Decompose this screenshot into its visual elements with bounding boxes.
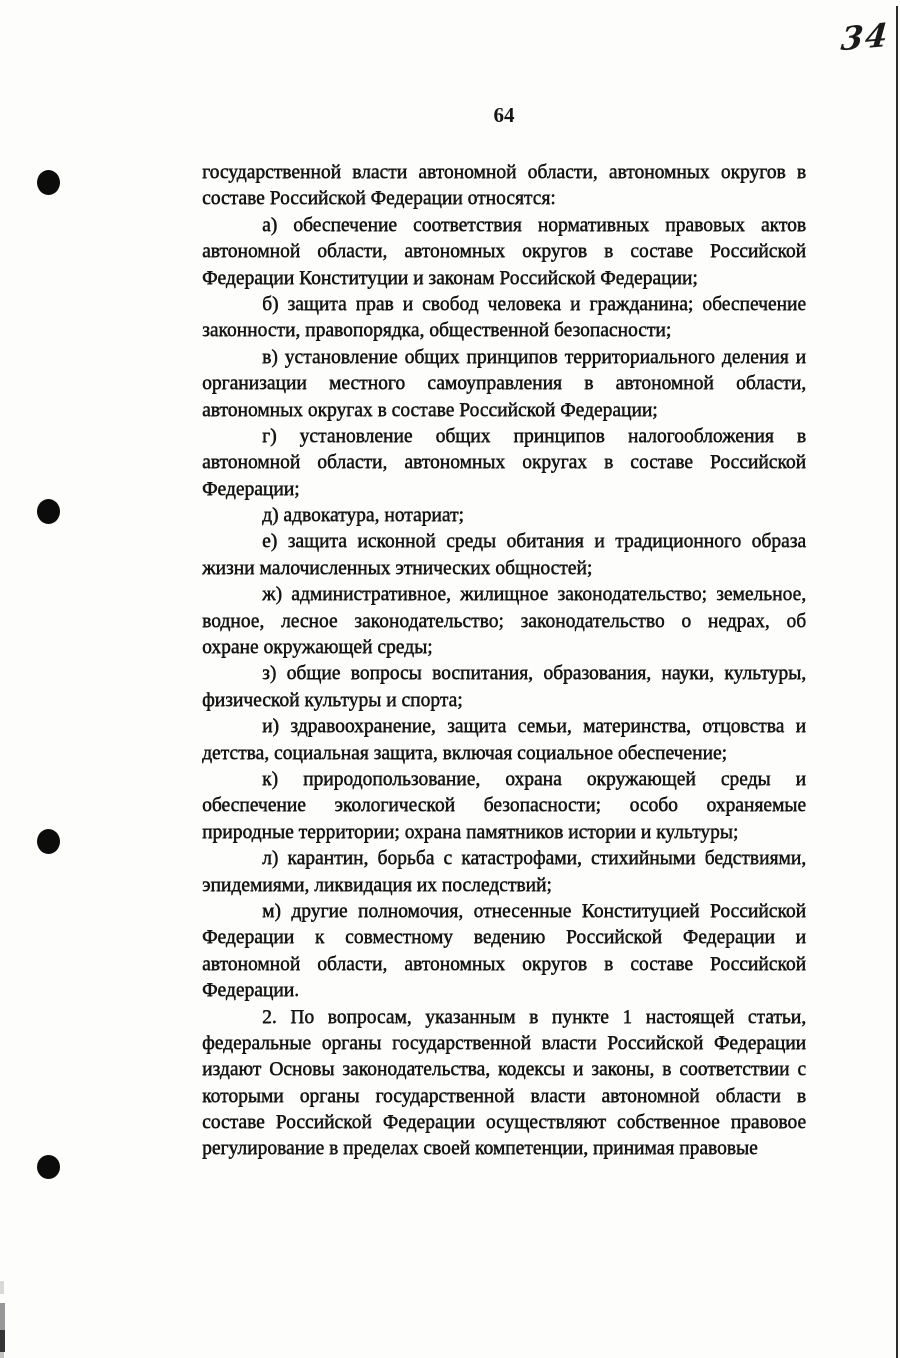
text-line: составе Российской Федерации относятся: [202, 188, 556, 210]
text-line: физической культуры и спорта; [202, 689, 463, 711]
text-line: автономных округах в составе Российской Федерации; [202, 399, 658, 421]
text-line: которыми органы государственной власти автономной области в [202, 1085, 806, 1107]
printed-page-number: 64 [493, 103, 515, 127]
text-line: г) установление общих принципов налогообложения в [262, 425, 806, 447]
handwritten-page-number: 34 [839, 15, 892, 59]
punch-hole-dot-3 [37, 829, 60, 854]
scan-left-edge-mark [0, 1330, 5, 1352]
text-line: 2. По вопросам, указанным в пункте 1 настоящей статьи, [262, 1006, 806, 1028]
text-line: ж) административное, жилищное законодательство; земельное, [262, 584, 806, 606]
text-line: е) защита исконной среды обитания и традиционного образа [262, 531, 806, 553]
punch-hole-dot-2 [37, 499, 60, 524]
text-line: автономной области, автономных округов в составе Российской [202, 953, 806, 975]
text-line: з) общие вопросы воспитания, образования, науки, культуры, [262, 663, 806, 685]
text-line: б) защита прав и свобод человека и гражданина; обеспечение [262, 293, 806, 315]
text-line: организации местного самоуправления в автономной области, [202, 373, 806, 395]
text-line: м) другие полномочия, отнесенные Конституцией Российской [262, 900, 806, 922]
text-line: водное, лесное законодательство; законодательство о недрах, об [202, 610, 806, 632]
punch-hole-dot-1 [37, 170, 60, 195]
text-line: Федерации. [202, 980, 299, 1002]
scan-right-edge-line [896, 6, 898, 1358]
text-line: к) природопользование, охрана окружающей среды и [262, 768, 806, 790]
text-line: обеспечение экологической безопасности; особо охраняемые [202, 795, 806, 817]
document-text-block [202, 160, 806, 1163]
scan-left-edge-mark [0, 1281, 4, 1294]
text-line: а) обеспечение соответствия нормативных правовых актов [262, 214, 806, 236]
text-line: эпидемиями, ликвидация их последствий; [202, 874, 552, 896]
text-line: Федерации к совместному ведению Российской Федерации и [202, 927, 806, 949]
text-line: автономной области, автономных округов в составе Российской [202, 241, 806, 263]
text-line: в) установление общих принципов территориального деления и [262, 346, 806, 368]
text-line: д) адвокатура, нотариат; [262, 505, 464, 527]
text-line: государственной власти автономной области, автономных округов в [202, 162, 806, 183]
text-line: Федерации; [202, 478, 300, 500]
text-line: детства, социальная защита, включая социальное обеспечение; [202, 742, 727, 764]
text-line: л) карантин, борьба с катастрофами, стихийными бедствиями, [262, 848, 806, 870]
scan-left-edge-mark [0, 1352, 4, 1358]
punch-hole-dot-4 [37, 1155, 60, 1179]
scan-left-edge-mark [0, 1303, 5, 1330]
text-line: охране окружающей среды; [202, 637, 433, 659]
text-line: федеральные органы государственной власти Российской Федерации [202, 1032, 806, 1054]
text-line: автономной области, автономных округах в составе Российской [202, 452, 806, 474]
text-line: регулирование в пределах своей компетенции, принимая правовые [202, 1138, 758, 1160]
text-line: и) здравоохранение, защита семьи, материнства, отцовства и [262, 716, 806, 738]
text-line: издают Основы законодательства, кодексы и законы, в соответствии с [202, 1059, 806, 1081]
text-line: природные территории; охрана памятников истории и культуры; [202, 821, 739, 843]
text-line: жизни малочисленных этнических общностей; [202, 557, 593, 579]
text-line: законности, правопорядка, общественной безопасности; [202, 320, 672, 342]
text-line: составе Российской Федерации осуществляют собственное правовое [202, 1112, 806, 1134]
text-line: Федерации Конституции и законам Российской Федерации; [202, 267, 698, 289]
